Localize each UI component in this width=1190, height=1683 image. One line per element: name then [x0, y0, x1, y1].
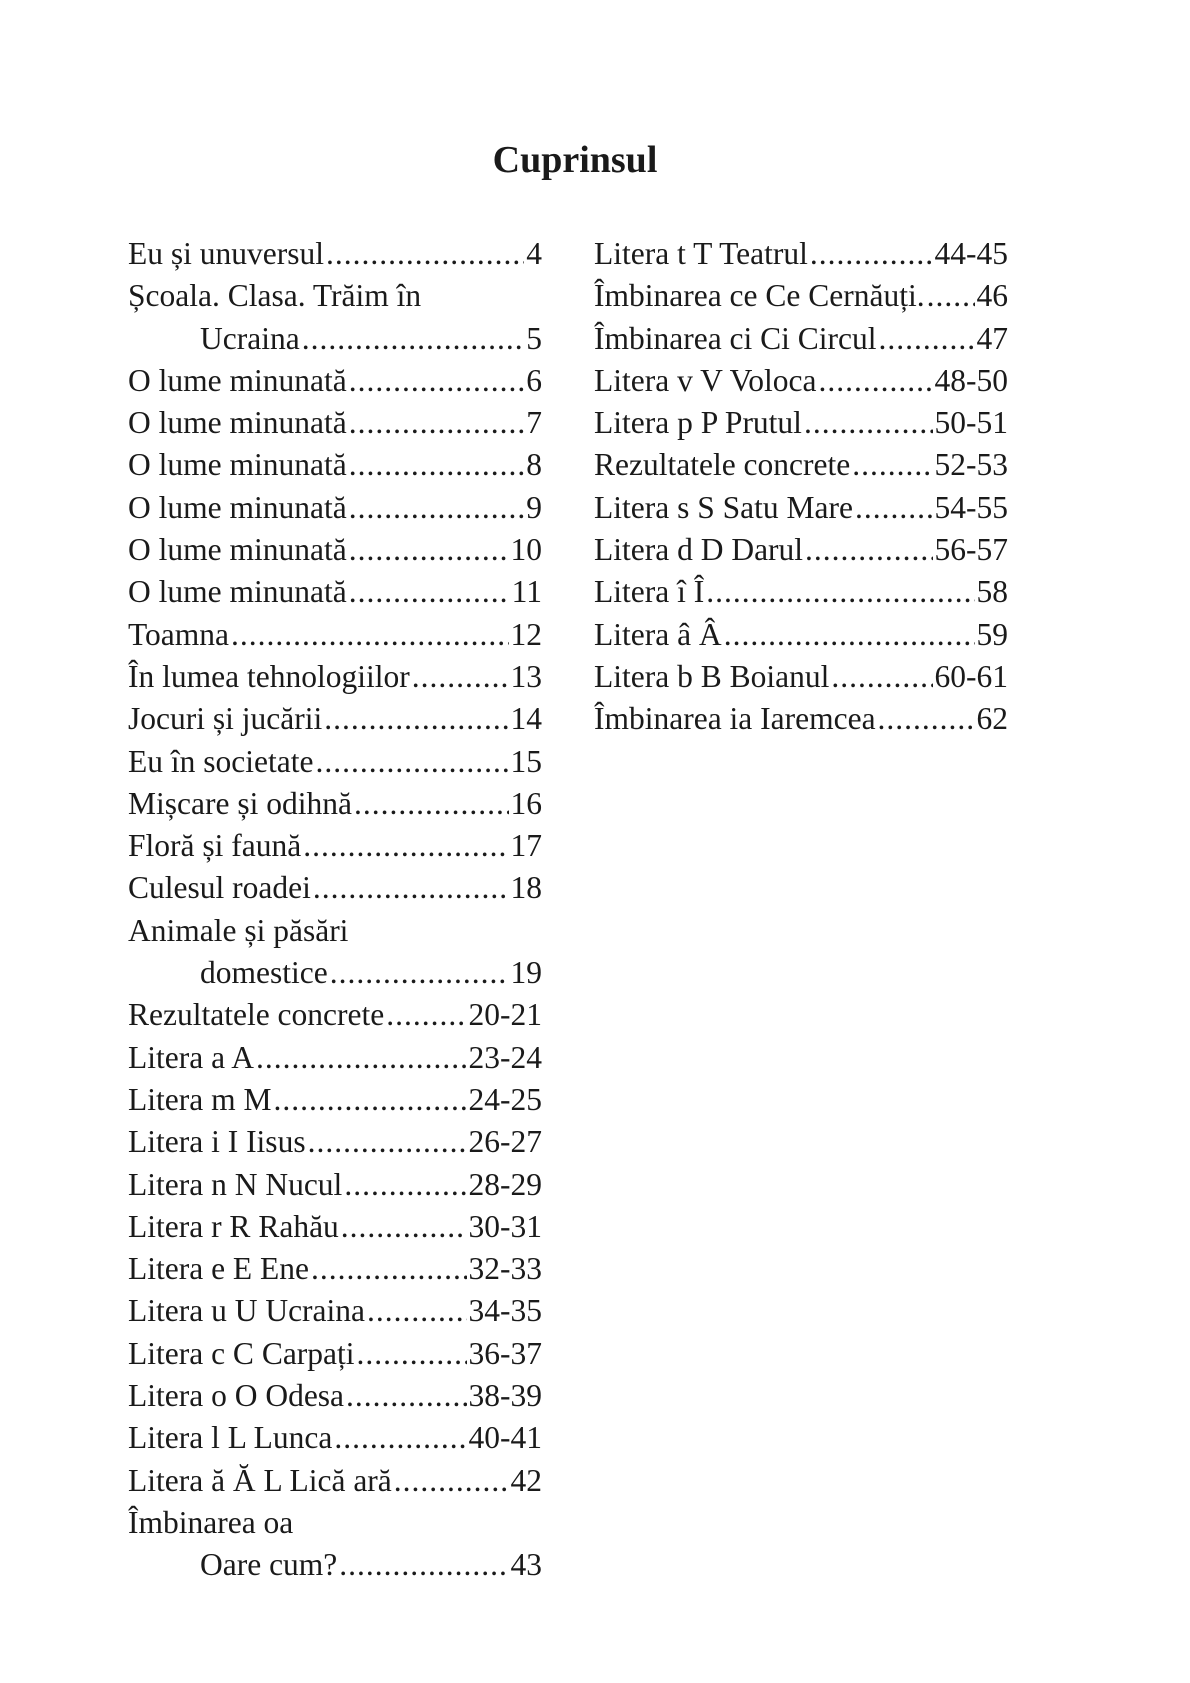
dot-leader: [313, 867, 509, 909]
toc-entry-title: Litera î Î: [594, 574, 705, 610]
toc-entry-page: 14: [510, 701, 542, 737]
toc-entry: [594, 233, 1008, 275]
toc-entry: [128, 867, 542, 909]
toc-entry-title: Litera p P Prutul: [594, 405, 802, 441]
dot-leader: [819, 360, 933, 402]
toc-entry-page: 16: [510, 785, 542, 821]
dot-leader: [302, 318, 525, 360]
toc-entry: [128, 656, 542, 698]
dot-leader: [354, 783, 509, 825]
toc-entry: [594, 360, 1008, 402]
toc-entry-title: Oare cum?: [200, 1547, 338, 1583]
toc-entry-title: Litera d D Darul: [594, 532, 804, 568]
dot-leader: [231, 614, 508, 656]
toc-entry-row: [594, 487, 1008, 529]
toc-entry-title: O lume minunată: [128, 362, 347, 398]
dot-leader: [878, 698, 975, 740]
toc-entry-title: Rezultatele concrete: [128, 997, 385, 1033]
toc-entry: [128, 1164, 542, 1206]
toc-entry-row: [594, 360, 1008, 402]
toc-entry-row: [594, 571, 1008, 613]
toc-entry-page: 8: [526, 447, 542, 483]
toc-entry-title: O lume minunată: [128, 574, 347, 610]
dot-leader: [412, 656, 509, 698]
toc-entry-title: Eu și unuversul: [128, 236, 324, 271]
toc-entry: [128, 529, 542, 571]
toc-entry-page: 4: [526, 236, 542, 271]
toc-entry: [594, 444, 1008, 486]
toc-entry-title: Litera m M: [128, 1081, 272, 1117]
toc-entry-row: [128, 783, 542, 825]
toc-entry-title: Floră și faună: [128, 828, 302, 864]
toc-entry-title: domestice: [200, 955, 328, 991]
toc-entry-row: [594, 614, 1008, 656]
toc-entry: [128, 614, 542, 656]
toc-entry: [128, 1502, 542, 1587]
toc-entry-row: [128, 402, 542, 444]
toc-entry-row: [128, 1164, 542, 1206]
dot-leader: [724, 614, 975, 656]
toc-entry: [128, 444, 542, 486]
toc-entry-page: 56-57: [934, 532, 1008, 568]
toc-entry-page: 20-21: [468, 997, 542, 1033]
toc-entry: [128, 741, 542, 783]
toc-entry-row: [128, 1333, 542, 1375]
toc-entry-page: 58: [976, 574, 1008, 610]
toc-entry-page: 7: [526, 405, 542, 441]
toc-entry-title: Toamna: [128, 616, 230, 652]
dot-leader: [308, 1121, 467, 1163]
dot-leader: [334, 1417, 466, 1459]
toc-entry: [128, 275, 542, 360]
toc-entry-row: [128, 741, 542, 783]
toc-entry-page: 44-45: [934, 236, 1008, 271]
toc-entry: [128, 783, 542, 825]
toc-entry-title: Îmbinarea ia Iaremcea: [594, 701, 876, 737]
toc-entry-row: [128, 487, 542, 529]
toc-entry-title: Litera l L Lunca: [128, 1420, 333, 1456]
dot-leader: [927, 275, 975, 317]
toc-entry: [594, 402, 1008, 444]
dot-leader: [852, 444, 932, 486]
toc-entry-row: [128, 1037, 542, 1079]
toc-entry-row: [128, 233, 542, 275]
toc-entry-row: [128, 1375, 542, 1417]
dot-leader: [394, 1460, 509, 1502]
toc-entry-page: 5: [526, 320, 542, 356]
toc-entry-row: [594, 444, 1008, 486]
toc-entry-title: O lume minunată: [128, 405, 347, 441]
toc-entry-heading: Animale și păsări: [128, 912, 349, 948]
toc-entry-title: Litera b B Boianul: [594, 658, 830, 694]
toc-entry-title: Litera t T Teatrul: [594, 236, 808, 271]
toc-entry-title: O lume minunată: [128, 532, 347, 568]
toc-entry: [594, 656, 1008, 698]
toc-entry-page: 17: [510, 828, 542, 864]
toc-entry-title: O lume minunată: [128, 489, 347, 525]
toc-entry-page: 38-39: [468, 1378, 542, 1414]
toc-entry-title: Îmbinarea ci Ci Circul: [594, 320, 877, 356]
toc-entry-title: Culesul roadei: [128, 870, 311, 906]
toc-entry: [128, 1460, 542, 1502]
toc-column-left: [128, 233, 542, 1587]
page-title: Cuprinsul: [492, 139, 658, 181]
toc-entry-page: 13: [510, 658, 542, 694]
toc-entry: [594, 275, 1008, 317]
toc-entry-row: [594, 529, 1008, 571]
toc-entry-page: 32-33: [468, 1251, 542, 1287]
toc-entry: [128, 1333, 542, 1375]
toc-entry: [128, 1290, 542, 1332]
toc-entry-title: Litera s S Satu Mare: [594, 489, 853, 525]
toc-entry-row: [128, 1121, 542, 1163]
toc-entry-title: Litera r R Rahău: [128, 1208, 339, 1244]
toc-entry: [128, 698, 542, 740]
dot-leader: [349, 360, 525, 402]
toc-entry-row: [128, 318, 542, 360]
toc-entry: [128, 1037, 542, 1079]
toc-entry-page: 48-50: [934, 362, 1008, 398]
toc-entry: [128, 487, 542, 529]
toc-entry-heading: Îmbinarea oa: [128, 1504, 294, 1540]
dot-leader: [386, 994, 466, 1036]
dot-leader: [324, 698, 508, 740]
toc-entry: [128, 1079, 542, 1121]
toc-entry-title: Mișcare și odihnă: [128, 785, 352, 821]
dot-leader: [341, 1206, 467, 1248]
toc-entry-page: 40-41: [468, 1420, 542, 1456]
toc-entry-row: [594, 656, 1008, 698]
dot-leader: [330, 952, 509, 994]
dot-leader: [339, 1544, 508, 1586]
toc-entry-page: 60-61: [934, 658, 1008, 694]
toc-entry-page: 19: [510, 955, 542, 991]
toc-entry-page: 50-51: [934, 405, 1008, 441]
dot-leader: [706, 571, 974, 613]
dot-leader: [349, 487, 525, 529]
dot-leader: [357, 1333, 467, 1375]
toc-entry: [128, 233, 542, 275]
toc-entry-title: Litera a A: [128, 1039, 254, 1075]
toc-entry-row: [128, 529, 542, 571]
toc-entry: [128, 994, 542, 1036]
toc-entry-page: 12: [510, 616, 542, 652]
toc-entry-row: [594, 698, 1008, 740]
toc-entry: [128, 402, 542, 444]
dot-leader: [273, 1079, 466, 1121]
toc-entry-row: [128, 1544, 542, 1586]
dot-leader: [810, 233, 933, 275]
toc-entry-title: Litera o O Odesa: [128, 1378, 345, 1414]
toc-entry: [128, 910, 542, 995]
toc-entry-page: 36-37: [468, 1335, 542, 1371]
dot-leader: [367, 1290, 466, 1332]
toc-entry-row: [128, 360, 542, 402]
toc-entry-page: 52-53: [934, 447, 1008, 483]
toc-entry-page: 6: [526, 362, 542, 398]
toc-entry-row: [594, 318, 1008, 360]
toc-entry-row: [128, 444, 542, 486]
toc-entry-page: 24-25: [468, 1081, 542, 1117]
toc-entry-page: 59: [976, 616, 1008, 652]
toc-entry-page: 47: [976, 320, 1008, 356]
dot-leader: [346, 1375, 466, 1417]
toc-entry-title: Litera â Â: [594, 616, 722, 652]
toc-entry-row: [128, 867, 542, 909]
toc-entry-title: Îmbinarea ce Ce Cernăuți.: [594, 278, 925, 314]
toc-entry-row: [128, 571, 542, 613]
dot-leader: [326, 233, 524, 275]
dot-leader: [256, 1037, 467, 1079]
toc-entry-row: [128, 952, 542, 994]
toc-entry-row: [128, 1460, 542, 1502]
toc-entry-page: 18: [510, 870, 542, 906]
toc-column-right: [594, 233, 1008, 741]
toc-entry-title: Litera i I Iisus: [128, 1124, 306, 1160]
toc-entry: [128, 825, 542, 867]
toc-entry: [594, 529, 1008, 571]
toc-entry: [594, 571, 1008, 613]
toc-entry: [594, 698, 1008, 740]
dot-leader: [349, 571, 510, 613]
toc-entry: [128, 1417, 542, 1459]
toc-entry-page: 26-27: [468, 1124, 542, 1160]
dot-leader: [344, 1164, 466, 1206]
toc-entry-row: [128, 698, 542, 740]
toc-entry-row: [594, 233, 1008, 275]
dot-leader: [879, 318, 975, 360]
toc-entry: [594, 487, 1008, 529]
dot-leader: [804, 402, 933, 444]
toc-entry-title: Litera e E Ene: [128, 1251, 310, 1287]
toc-entry-page: 9: [526, 489, 542, 525]
toc-entry-title: Litera u U Ucraina: [128, 1293, 366, 1329]
toc-entry-title: Litera ă Ă L Lică ară: [128, 1462, 392, 1498]
toc-entry-row: [128, 1417, 542, 1459]
toc-entry-title: Litera c C Carpați: [128, 1335, 355, 1371]
toc-entry-page: 30-31: [468, 1208, 542, 1244]
toc-entry-title: Jocuri și jucării: [128, 701, 323, 737]
dot-leader: [831, 656, 932, 698]
dot-leader: [349, 529, 509, 571]
toc-entry-page: 34-35: [468, 1293, 542, 1329]
toc-entry-page: 43: [510, 1547, 542, 1583]
toc-entry: [128, 1206, 542, 1248]
toc-entry-page: 46: [976, 278, 1008, 314]
toc-entry-title: Eu în societate: [128, 743, 314, 779]
dot-leader: [349, 444, 525, 486]
toc-entry-row: [128, 825, 542, 867]
toc-entry-page: 54-55: [934, 489, 1008, 525]
toc-entry-row: [594, 275, 1008, 317]
toc-entry: [128, 1121, 542, 1163]
toc-entry-page: 23-24: [468, 1039, 542, 1075]
dot-leader: [855, 487, 933, 529]
toc-entry-title: Litera n N Nucul: [128, 1166, 343, 1202]
toc-entry-row: [594, 402, 1008, 444]
toc-entry-page: 62: [976, 701, 1008, 737]
toc-entry-row: [128, 1248, 542, 1290]
toc-entry-page: 11: [511, 574, 542, 610]
toc-entry-row: [128, 1206, 542, 1248]
toc-entry-page: 42: [510, 1462, 542, 1498]
toc-entry-row: [128, 656, 542, 698]
dot-leader: [349, 402, 525, 444]
toc-entry-title: Rezultatele concrete: [594, 447, 851, 483]
toc-entry-row: [128, 994, 542, 1036]
toc-entry-page: 28-29: [468, 1166, 542, 1202]
dot-leader: [805, 529, 932, 571]
dot-leader: [303, 825, 508, 867]
toc-entry: [128, 360, 542, 402]
toc-entry-heading: Școala. Clasa. Trăim în: [128, 278, 422, 314]
toc-entry: [128, 571, 542, 613]
toc-entry-page: 15: [510, 743, 542, 779]
toc-entry-title: Litera v V Voloca: [594, 362, 817, 398]
dot-leader: [315, 741, 508, 783]
toc-entry: [128, 1248, 542, 1290]
toc-entry: [128, 1375, 542, 1417]
toc-entry-page: 10: [510, 532, 542, 568]
toc-entry: [594, 614, 1008, 656]
toc-entry: [594, 318, 1008, 360]
toc-entry-row: [128, 614, 542, 656]
toc-entry-title: O lume minunată: [128, 447, 347, 483]
toc-entry-title: Ucraina: [200, 320, 300, 356]
toc-entry-row: [128, 1290, 542, 1332]
dot-leader: [311, 1248, 466, 1290]
toc-entry-title: În lumea tehnologiilor: [128, 658, 410, 694]
toc-entry-row: [128, 1079, 542, 1121]
